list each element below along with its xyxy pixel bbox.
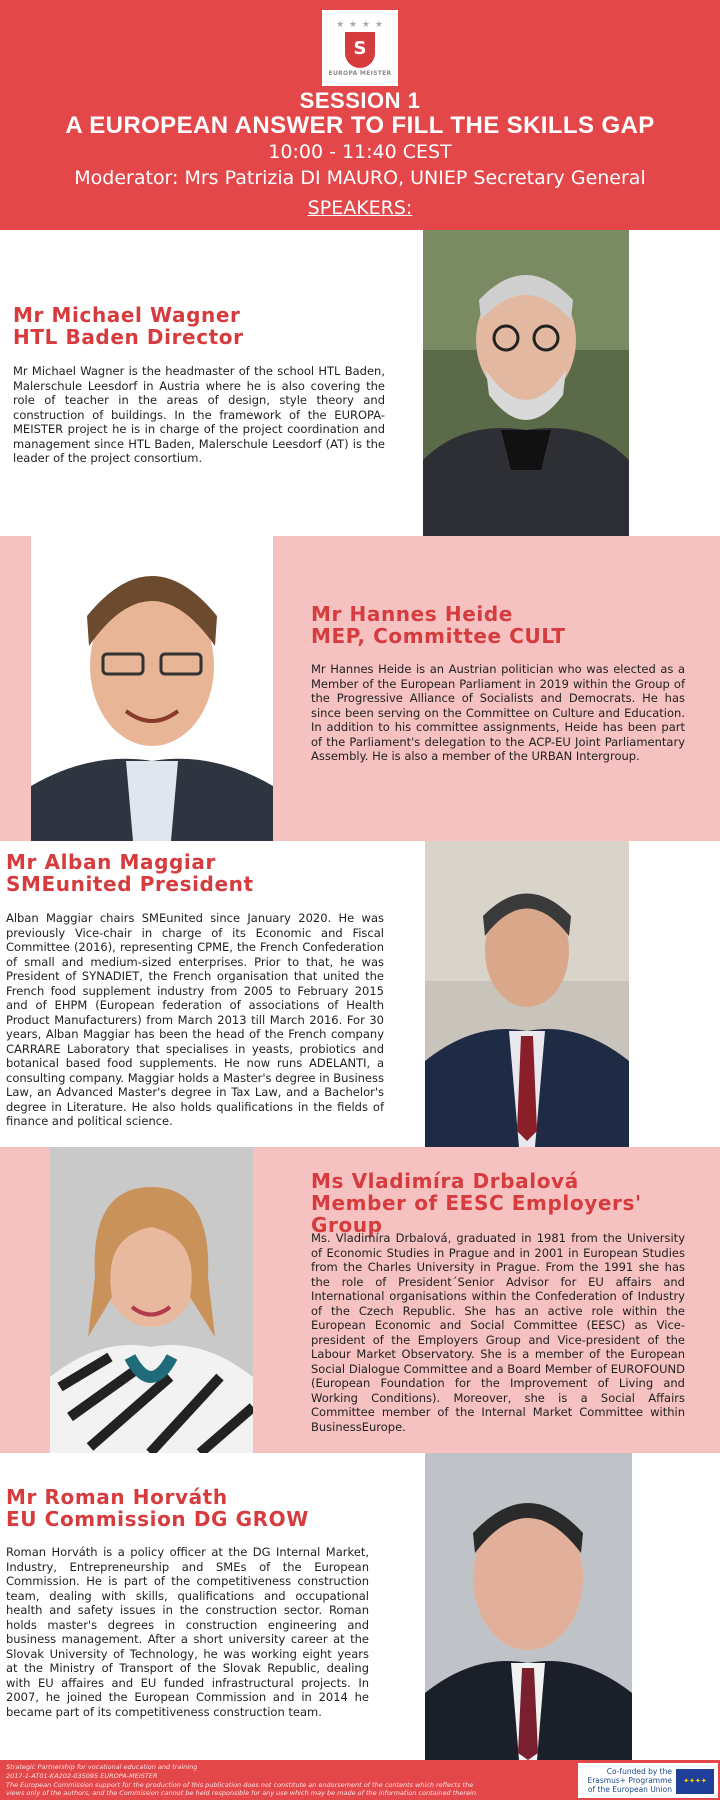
speaker-bio: Mr Michael Wagner is the headmaster of the school HTL Baden, Malerschule Leesdorf in Austria where he is also covering the role of teacher in the areas of design, style theory and construction of buildings. In the framework of the EUROPA-MEISTER project he is in charge of the project coordination and management since HTL Baden, Malerschule Leesdorf (AT) is the leader of the project consortium. [13, 364, 385, 465]
speaker-section-drbalova [0, 1147, 720, 1453]
speaker-name: Mr Michael Wagner [13, 303, 241, 327]
footer-disclaimer-2: views only of the authors, and the Commission cannot be held responsible for any use which may be made of the information contained therein. [6, 1789, 479, 1797]
speaker-name-block [311, 603, 566, 647]
speaker-section-maggiar [0, 841, 720, 1147]
europa-meister-logo [322, 10, 398, 86]
speaker-section-heide [0, 536, 720, 841]
eu-flag-icon: ✦✦✦✦ [676, 1769, 714, 1794]
stars-icon: ★ ★ ★ ★ [336, 19, 384, 30]
erasmus-line-1: Co-funded by the [606, 1767, 672, 1776]
session-time: 10:00 - 11:40 CEST [268, 141, 452, 163]
speaker-name: Mr Hannes Heide [311, 602, 513, 626]
footer-disclaimer-1: The European Commission support for the production of this publication does not constitute an endorsement of the contents which reflects the [6, 1781, 474, 1789]
speaker-name-block [6, 851, 254, 895]
speaker-name: Ms Vladimíra Drbalová [311, 1169, 579, 1193]
speaker-photo [425, 841, 629, 1147]
speakers-heading: SPEAKERS: [307, 197, 413, 219]
speaker-role: SMEunited President [6, 872, 254, 896]
erasmus-text [584, 1767, 672, 1794]
session-title: A EUROPEAN ANSWER TO FILL THE SKILLS GAP [65, 112, 655, 139]
speaker-bio: Alban Maggiar chairs SMEunited since January 2020. He was previously Vice-chair in charge of its Economic and Fiscal Committee (2016), representing CPME, the French Confederation of small and medium-sized enterprises. Prior to that, he was President of SYNADIET, the French organisation that united the French food supplement industry from 2005 to February 2015 and of EHPM (European federation of associations of Health Product Manufacturers) from March 2013 till March 2016. For 30 years, Alban Maggiar has been the head of the French company CARRARE Laboratory that specialises in yeasts, probiotics and botanical based food supplements. He now runs ADELANTI, a consulting company. Maggiar holds a Master's degree in Business Law, an Advanced Master's degree in Tax Law, and a Bachelor's degree in Literature. He also holds qualifications in the fields of finance and political science. [6, 911, 384, 1128]
speaker-name-block [6, 1486, 309, 1530]
shield-icon: S [345, 32, 375, 68]
speaker-role: HTL Baden Director [13, 325, 244, 349]
speaker-name-block [311, 1170, 720, 1236]
footer-partnership: Strategic Partnership for vocational education and training [6, 1763, 198, 1771]
speaker-photo [423, 230, 629, 536]
logo-text: EUROPA MEISTER [328, 69, 392, 77]
speaker-name: Mr Alban Maggiar [6, 850, 216, 874]
speaker-bio: Roman Horváth is a policy officer at the DG Internal Market, Industry, Entrepreneurship and SMEs of the European Commission. He is part of the competitiveness construction team, dealing with skills, qualifications and occupational health and safety issues in the construction sector. Roman holds master's degrees in construction engineering and business management. After a short university career at the Slovak University of Technology, he was working eight years at the Ministry of Transport of the Slovak Republic, dealing with EU affaires and EU funded infrastructural projects. In 2007, he joined the European Commission and in 2014 he became part of its competitiveness construction team. [6, 1545, 369, 1719]
speaker-role: EU Commission DG GROW [6, 1507, 309, 1531]
moderator: Moderator: Mrs Patrizia DI MAURO, UNIEP Secretary General [74, 167, 646, 189]
erasmus-line-3: of the European Union [587, 1785, 672, 1794]
speaker-role: MEP, Committee CULT [311, 624, 566, 648]
speaker-bio: Mr Hannes Heide is an Austrian politician who was elected as a Member of the European Parliament in 2019 within the Group of the Progressive Alliance of Socialists and Democrats. He has since been serving on the Committee on Culture and Education. In addition to his committee assignments, Heide has been part of the Parliament's delegation to the ACP-EU Joint Parliamentary Assembly. He is also a member of the URBAN Intergroup. [311, 662, 685, 763]
speaker-photo [31, 536, 273, 841]
footer-project-id: 2017-1-AT01-KA202-035095 EUROPA-MEISTER [6, 1772, 158, 1780]
erasmus-logo [578, 1763, 718, 1798]
speaker-name-block [13, 304, 244, 348]
speaker-section-wagner [0, 230, 720, 536]
speaker-bio: Ms. Vladimíra Drbalová, graduated in 1981 from the University of Economic Studies in Prague and in 2001 in European Studies from the Charles University in Prague. From the 1991 she has the role of President´Senior Advisor for EU affairs and International organisations within the Confederation of Industry of the Czech Republic. She has an active role within the European Economic and Social Committee (EESC) as Vice-president of the Employers Group and Vice-president of the Labour Market Observatory. She is a member of the European Social Dialogue Committee and a Board Member of EUROFOUND (European Foundation for the Improvement of Living and Working Conditions). Moreover, she is a Social Affairs Committee member of the Internal Market Committee within BusinessEurope. [311, 1231, 685, 1434]
speaker-photo [50, 1147, 253, 1453]
speaker-name: Mr Roman Horváth [6, 1485, 228, 1509]
erasmus-line-2: Erasmus+ Programme [587, 1776, 672, 1785]
speaker-photo [425, 1453, 632, 1760]
header-banner [0, 0, 720, 230]
speaker-role: Member of EESC Employers' Group [311, 1191, 642, 1237]
speaker-section-horvath [0, 1453, 720, 1760]
session-number: SESSION 1 [299, 88, 421, 113]
